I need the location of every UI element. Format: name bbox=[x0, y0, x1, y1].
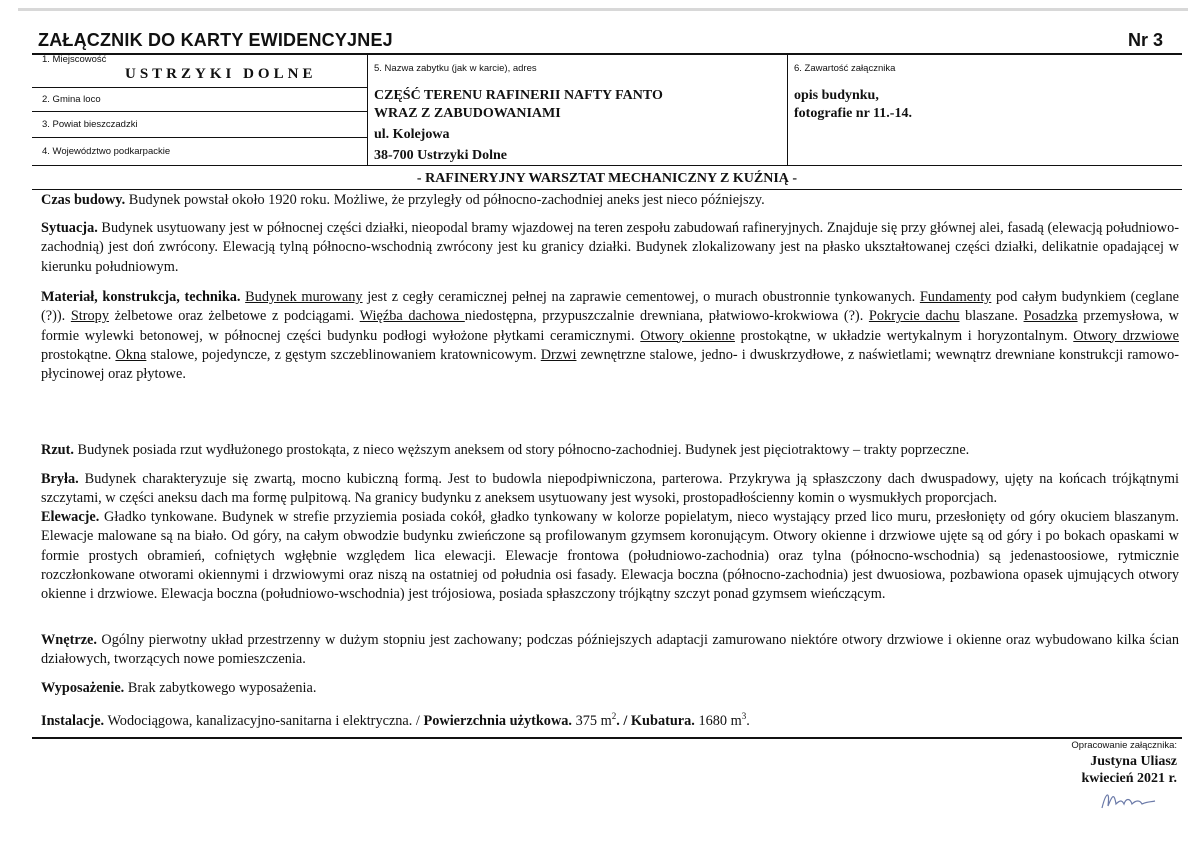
section-wnetrze bbox=[41, 631, 1179, 670]
m-text: stalowe, pojedyncze, z gęstym szczeblinowaniem kratownicowym. bbox=[146, 346, 541, 363]
section-sytuacja bbox=[41, 219, 1179, 277]
table-col-divider bbox=[787, 53, 788, 165]
m-text: blaszane. bbox=[959, 308, 1024, 325]
signature-scribble-icon bbox=[1098, 786, 1158, 814]
m-text: pod całym budynkiem (ceglane (?)). bbox=[41, 289, 1179, 325]
wnetrze-label: Wnętrze. bbox=[41, 632, 97, 648]
m-text: zewnętrzne stalowe, jedno- i dwuskrzydłowe, z naświetlami; wewnątrz drewniane konstrukcji ramowo-płycinowej oraz płytowe. bbox=[41, 346, 1179, 383]
table-bottom-line bbox=[32, 165, 1182, 166]
instalacje-text: Wodociągowa, kanalizacyjno-sanitarna i elektryczna. / bbox=[104, 712, 424, 729]
table-col-divider bbox=[367, 53, 368, 165]
section-material bbox=[41, 288, 1179, 384]
powierzchnia-label: Powierzchnia użytkowa. bbox=[423, 712, 572, 729]
kubatura-value: 1680 m bbox=[694, 712, 742, 729]
zawartosc-line-2: fotografie nr 11.-14. bbox=[794, 106, 912, 121]
m-text: niedostępna, przypuszczalnie drewniana, płatwiowo-krokwiowa (?). bbox=[464, 308, 869, 325]
m-text: jest z cegły ceramicznej pełnej na zaprawie cementowej, o murach obustronnie tynkowanych. bbox=[362, 289, 920, 305]
material-label: Materiał, konstrukcja, technika. bbox=[41, 289, 241, 305]
m-term: Więźba dachowa bbox=[359, 308, 465, 325]
kubatura-separator: . / bbox=[616, 712, 631, 729]
m-term: Pokrycie dachu bbox=[868, 308, 960, 325]
m-term: Drzwi bbox=[540, 346, 577, 363]
m-term: Posadzka bbox=[1023, 308, 1078, 325]
table-row-line bbox=[32, 111, 367, 112]
m-text: przemysłowa, w formie wylewki betonowej, w północnej części budynku podłogi wyłożone płytkami ceramicznymi. bbox=[41, 308, 1179, 344]
rzut-text: Budynek posiada rzut wydłużonego prostokąta, z nieco węższym aneksem od story północno-zachodniej. Budynek jest pięciotraktowy – trakty poprzeczne. bbox=[73, 442, 970, 458]
table-top-border bbox=[32, 53, 1182, 55]
gmina-field: 2. Gmina loco bbox=[42, 94, 101, 105]
attachment-number: Nr 3 bbox=[1128, 30, 1164, 50]
bryla-text: Budynek charakteryzuje się zwartą, mocno kubiczną formą. Jest to budowla niepodpiwniczona, parterowa. Przykrywa ją spłaszczony dach dwuspadowy, ujęty na końcach trójkątnymi szczytami, w części aneksu dach ma formę pulpitową. Na granicy budynku z aneksem usytuowany jest wysoki, prostopadłościenny komin o wysmukłych proporcjach. bbox=[41, 471, 1179, 507]
m-term: Otwory drzwiowe bbox=[1073, 327, 1180, 344]
m-term: Budynek murowany bbox=[245, 289, 363, 305]
miejscowosc-label: 1. Miejscowość bbox=[42, 54, 107, 65]
wnetrze-text: Ogólny pierwotny układ przestrzenny w dużym stopniu jest zachowany; podczas późniejszych adaptacji zamurowano niektóre otwory drzwiowe i okienne oraz wybudowano kilka ścian działowych, tworzących nowe pomieszczenia. bbox=[41, 632, 1179, 668]
footer-label: Opracowanie załącznika: bbox=[1071, 740, 1177, 751]
m-text: prostokątne, w układzie wertykalnym i horyzontalnym. bbox=[734, 327, 1074, 344]
powiat-field: 3. Powiat bieszczadzki bbox=[42, 119, 138, 130]
document-title: ZAŁĄCZNIK DO KARTY EWIDENCYJNEJ bbox=[38, 30, 393, 50]
powierzchnia-unit-sup: 2 bbox=[611, 711, 617, 721]
signature bbox=[1098, 786, 1158, 819]
end-dot: . bbox=[746, 712, 750, 729]
wyposazenie-text: Brak zabytkowego wyposażenia. bbox=[124, 680, 317, 696]
table-row-line bbox=[32, 137, 367, 138]
kubatura-label: Kubatura. bbox=[630, 712, 695, 729]
section-rzut bbox=[41, 441, 1179, 460]
m-text: prostokątne. bbox=[41, 346, 116, 363]
section-czas-budowy bbox=[41, 191, 1179, 210]
footer-author: Justyna Uliasz bbox=[1090, 754, 1177, 769]
rzut-label: Rzut. bbox=[41, 442, 74, 458]
miejscowosc-value: USTRZYKI DOLNE bbox=[125, 66, 317, 82]
czas-label: Czas budowy. bbox=[41, 192, 126, 208]
section-wyposazenie bbox=[41, 679, 1179, 698]
section-instalacje bbox=[41, 707, 1179, 731]
subtitle-underline bbox=[32, 189, 1182, 190]
nazwa-line-3: ul. Kolejowa bbox=[374, 127, 450, 142]
footer-divider bbox=[32, 737, 1182, 739]
top-scan-line bbox=[18, 8, 1188, 11]
zawartosc-label: 6. Zawartość załącznika bbox=[794, 63, 896, 74]
powierzchnia-value: 375 m bbox=[572, 712, 612, 729]
sytuacja-text: Budynek usytuowany jest w północnej części działki, nieopodal bramy wjazdowej na teren zespołu zabudowań rafineryjnych. Znajduje się przy głównej alei, fasadą (elewacją południowo-zachodnią) jest doń zwrócony. Elewacją tylną północno-wschodnią zwrócony jest ku granicy działki. Budynek zlokalizowany jest na płasko ukształtowanej części działki, delikatnie opadającej w kierunku południowym. bbox=[41, 220, 1179, 275]
nazwa-line-1: CZĘŚĆ TERENU RAFINERII NAFTY FANTO bbox=[374, 88, 663, 103]
building-subtitle: - RAFINERYJNY WARSZTAT MECHANICZNY Z KUŹNIĄ - bbox=[416, 171, 798, 186]
footer-date: kwiecień 2021 r. bbox=[1081, 771, 1177, 786]
instalacje-label: Instalacje. bbox=[41, 712, 105, 729]
nazwa-line-2: WRAZ Z ZABUDOWANIAMI bbox=[374, 106, 561, 121]
sytuacja-label: Sytuacja. bbox=[41, 220, 98, 236]
nazwa-label: 5. Nazwa zabytku (jak w karcie), adres bbox=[374, 63, 537, 74]
m-text: żelbetowe oraz żelbetowe z podciągami. bbox=[108, 308, 360, 325]
m-term: Okna bbox=[115, 346, 147, 363]
nazwa-line-4: 38-700 Ustrzyki Dolne bbox=[374, 148, 507, 163]
section-bryla bbox=[41, 470, 1179, 509]
bryla-label: Bryła. bbox=[41, 471, 79, 487]
elewacje-label: Elewacje. bbox=[41, 509, 100, 525]
m-term: Fundamenty bbox=[919, 289, 992, 305]
section-elewacje bbox=[41, 508, 1179, 604]
zawartosc-line-1: opis budynku, bbox=[794, 88, 879, 103]
m-term: Otwory okienne bbox=[640, 327, 735, 344]
elewacje-text: Gładko tynkowane. Budynek w strefie przyziemia posiada cokół, gładko tynkowany w kolorze popielatym, nieco wystający przed lico muru, przesłonięty od góry okuciem blaszanym. Elewacje malowane są na biało. Od góry, na całym obwodzie budynku zwieńczone są profilowanym gzymsem koronującym. Otwory okienne i drzwiowe ujęte są od góry i po bokach opaskami w formie prostych obramień, cofniętych wgłębnie względem lica elewacji. Elewacje frontowa (południowo-zachodnia) oraz tylna (północno-wschodnia) są jedenastoosiowe, rytmicznie rozczłonkowane otworami okiennymi i drzwiowymi oraz niszą na ostatniej od południa osi fasady. Elewacja boczna (północno-zachodnia) jest dwuosiowa, pozbawiona opasek ujmujących otwory okienne i drzwiowe. Elewacja boczna (południowo-wschodnia) jest trójosiowa, posiada spłaszczony trójkątny szczyt ponad gzymsem wieńczącym. bbox=[41, 509, 1179, 603]
wyposazenie-label: Wyposażenie. bbox=[41, 680, 125, 696]
kubatura-unit-sup: 3 bbox=[741, 711, 747, 721]
m-term: Stropy bbox=[70, 308, 109, 325]
wojewodztwo-field: 4. Województwo podkarpackie bbox=[42, 146, 171, 157]
czas-text: Budynek powstał około 1920 roku. Możliwe, że przyległy od północno-zachodniej aneks jest nieco późniejszy. bbox=[125, 192, 765, 208]
table-row-line bbox=[32, 87, 367, 88]
